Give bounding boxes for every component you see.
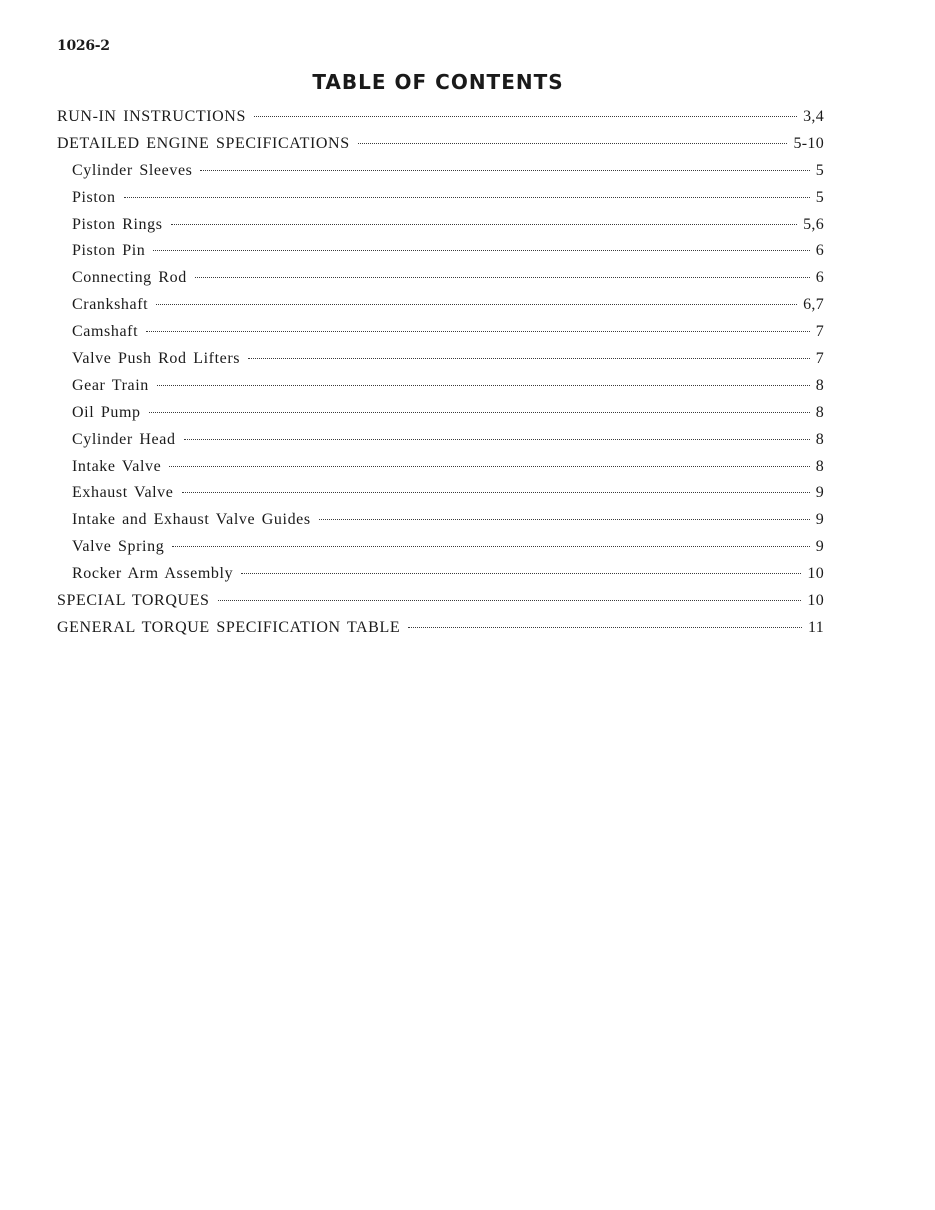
toc-entry-crankshaft xyxy=(57,292,824,319)
dot-leader xyxy=(200,170,809,171)
dot-leader xyxy=(195,277,810,278)
toc-entry-page: 6 xyxy=(815,242,824,260)
toc-entry-page: 9 xyxy=(815,484,824,502)
toc-entry-label: Piston Pin xyxy=(72,242,146,260)
toc-entry-label: Connecting Rod xyxy=(72,269,187,287)
toc-entry-cylinder-sleeves xyxy=(57,158,824,185)
toc-entry-page: 8 xyxy=(815,403,824,421)
toc-entry-label: Crankshaft xyxy=(72,296,149,314)
toc-entry-page: 11 xyxy=(807,618,824,636)
toc-entry-page: 9 xyxy=(815,538,824,556)
toc-entry-label: Exhaust Valve xyxy=(72,484,174,502)
toc-entry-rocker-arm-assembly xyxy=(57,561,824,588)
toc-entry-intake-valve xyxy=(57,454,824,481)
toc-entry-piston-rings xyxy=(57,212,824,239)
toc-entry-label: Gear Train xyxy=(72,376,149,394)
toc-entry-page: 5 xyxy=(815,188,824,206)
toc-entry-label: Camshaft xyxy=(72,323,139,341)
toc-entry-label: Intake Valve xyxy=(72,457,162,475)
toc-entry-general-torque-specification-table xyxy=(57,615,824,642)
toc-entry-page: 6 xyxy=(815,269,824,287)
toc-entry-label: SPECIAL TORQUES xyxy=(57,592,210,610)
dot-leader xyxy=(408,627,802,628)
toc-entry-valve-spring xyxy=(57,534,824,561)
toc-entry-connecting-rod xyxy=(57,265,824,292)
toc-entry-cylinder-head xyxy=(57,427,824,454)
toc-entry-label: RUN-IN INSTRUCTIONS xyxy=(57,108,246,125)
toc-entry-valve-push-rod-lifters xyxy=(57,346,824,373)
toc-entry-page: 5-10 xyxy=(793,134,824,152)
toc-entry-detailed-engine-specifications xyxy=(57,131,824,158)
toc-entry-page: 9 xyxy=(815,511,824,529)
toc-entry-special-torques xyxy=(57,588,824,615)
dot-leader xyxy=(182,492,810,493)
dot-leader xyxy=(218,600,802,601)
toc-entry-piston xyxy=(57,185,824,212)
toc-entry-label: Cylinder Sleeves xyxy=(72,161,193,179)
toc-entry-page: 8 xyxy=(815,457,824,475)
toc-entry-oil-pump xyxy=(57,400,824,427)
toc-entry-page: 8 xyxy=(815,430,824,448)
toc-entry-label: Piston Rings xyxy=(72,215,163,233)
dot-leader xyxy=(184,439,810,440)
dot-leader xyxy=(358,143,788,144)
dot-leader xyxy=(157,385,810,386)
page-number: 1026-2 xyxy=(57,38,110,54)
dot-leader xyxy=(146,331,810,332)
toc-entry-label: Valve Push Rod Lifters xyxy=(72,350,241,368)
toc-entry-run-in-instructions xyxy=(57,104,824,131)
toc-entry-page: 10 xyxy=(807,592,824,610)
toc-entry-label: DETAILED ENGINE SPECIFICATIONS xyxy=(57,134,350,152)
dot-leader xyxy=(241,573,801,574)
toc-entry-label: Valve Spring xyxy=(72,538,165,556)
dot-leader xyxy=(254,116,797,117)
table-of-contents xyxy=(57,104,824,642)
dot-leader xyxy=(156,304,797,305)
dot-leader xyxy=(171,224,798,225)
toc-entry-label: GENERAL TORQUE SPECIFICATION TABLE xyxy=(57,618,401,636)
toc-entry-camshaft xyxy=(57,319,824,346)
toc-entry-label: Intake and Exhaust Valve Guides xyxy=(72,511,311,529)
toc-entry-label: Oil Pump xyxy=(72,403,141,421)
dot-leader xyxy=(248,358,810,359)
toc-entry-page: 6,7 xyxy=(803,296,824,314)
page-title: TABLE OF CONTENTS xyxy=(312,70,564,94)
toc-entry-page: 3,4 xyxy=(803,108,824,125)
toc-entry-page: 5 xyxy=(815,161,824,179)
toc-entry-page: 10 xyxy=(807,565,824,583)
dot-leader xyxy=(172,546,809,547)
dot-leader xyxy=(319,519,810,520)
toc-entry-page: 7 xyxy=(815,350,824,368)
toc-entry-intake-and-exhaust-valve-guides xyxy=(57,507,824,534)
toc-entry-page: 5,6 xyxy=(803,215,824,233)
toc-entry-gear-train xyxy=(57,373,824,400)
toc-entry-label: Rocker Arm Assembly xyxy=(72,565,234,583)
dot-leader xyxy=(124,197,810,198)
toc-entry-label: Piston xyxy=(72,188,116,206)
toc-entry-piston-pin xyxy=(57,238,824,265)
toc-entry-exhaust-valve xyxy=(57,480,824,507)
dot-leader xyxy=(169,466,809,467)
dot-leader xyxy=(149,412,810,413)
toc-entry-page: 8 xyxy=(815,376,824,394)
toc-entry-page: 7 xyxy=(815,323,824,341)
dot-leader xyxy=(153,250,809,251)
toc-entry-label: Cylinder Head xyxy=(72,430,176,448)
